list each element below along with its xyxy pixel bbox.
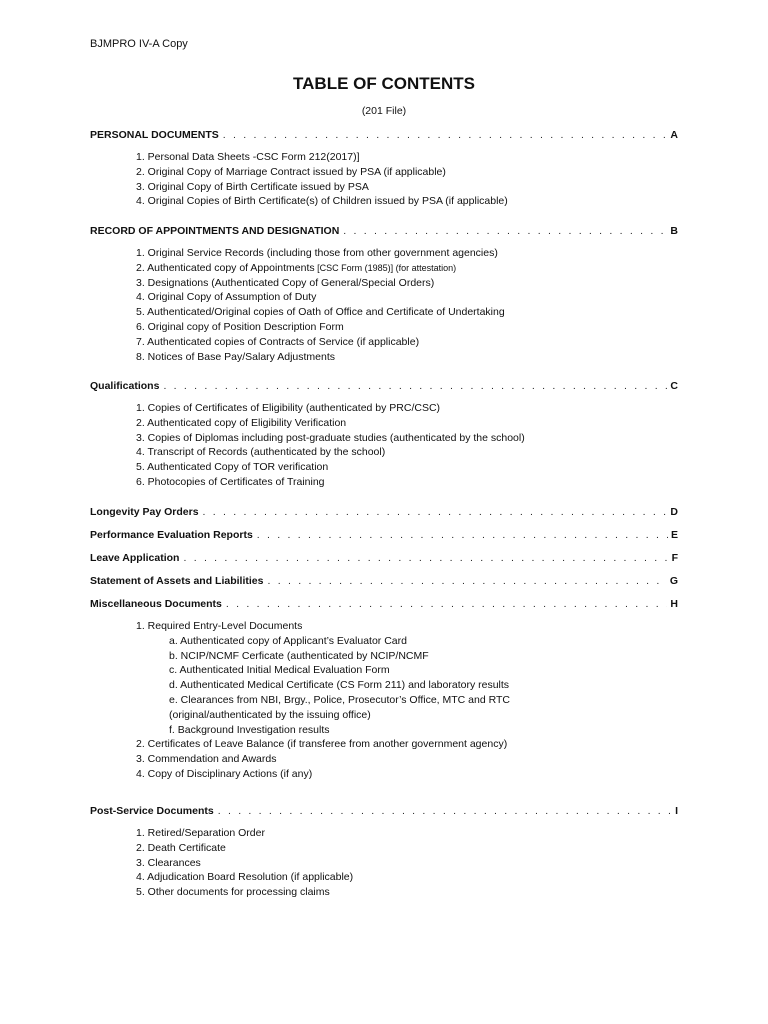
sub-list-item: d. Authenticated Medical Certificate (CS Form 211) and laboratory results	[169, 679, 510, 692]
toc-entry-letter: D	[670, 506, 678, 518]
list-item: 5. Authenticated Copy of TOR verification	[136, 461, 329, 474]
list-item: 1. Personal Data Sheets -CSC Form 212(2017)]	[136, 151, 360, 163]
dot-leader	[268, 574, 667, 588]
dot-leader	[163, 379, 667, 393]
dot-leader	[218, 804, 672, 818]
sub-list-item: (original/authenticated by the issuing office)	[169, 708, 371, 721]
list-item: 3. Copies of Diplomas including post-graduate studies (authenticated by the school)	[136, 431, 525, 444]
appointments-list	[136, 246, 678, 364]
section-qualifications	[90, 379, 678, 490]
qualifications-list	[136, 401, 678, 490]
dot-leader	[226, 597, 668, 611]
list-item: 3. Original Copy of Birth Certificate issued by PSA	[136, 180, 369, 193]
toc-entry-letter: A	[670, 129, 678, 141]
toc-entry-label: Qualifications	[90, 380, 160, 392]
sub-list-item: e. Clearances from NBI, Brgy., Police, Prosecutor’s Office, MTC and RTC	[169, 693, 510, 706]
section-performance-evaluation	[90, 528, 678, 542]
miscellaneous-list	[136, 619, 678, 782]
list-item-text: 2. Authenticated copy of Appointments	[136, 261, 315, 274]
toc-entry-label: Leave Application	[90, 552, 180, 564]
section-post-service	[90, 804, 678, 900]
toc-entry-personal-documents	[90, 128, 678, 142]
toc-entry-letter: I	[675, 805, 678, 817]
list-item: 6. Photocopies of Certificates of Training	[136, 475, 325, 488]
toc-entry-miscellaneous	[90, 597, 678, 611]
list-item: 3. Commendation and Awards	[136, 753, 277, 766]
entry-level-documents-list	[169, 634, 678, 738]
list-item: 4. Transcript of Records (authenticated by the school)	[136, 446, 386, 459]
toc-entry-label: Statement of Assets and Liabilities	[90, 575, 264, 587]
list-item: 4. Adjudication Board Resolution (if applicable)	[136, 871, 354, 884]
toc-entry-post-service	[90, 804, 678, 818]
dot-leader	[223, 128, 668, 142]
toc-entry-label: PERSONAL DOCUMENTS	[90, 129, 219, 141]
toc-entry-longevity-pay	[90, 505, 678, 519]
toc-entry-label: Longevity Pay Orders	[90, 506, 199, 518]
list-item: 2. Death Certificate	[136, 841, 226, 854]
section-miscellaneous	[90, 597, 678, 782]
toc-entry-label: Performance Evaluation Reports	[90, 529, 253, 541]
toc-entry-qualifications	[90, 379, 678, 393]
sub-list-item: f. Background Investigation results	[169, 723, 330, 736]
toc-entry-letter: H	[670, 598, 678, 610]
list-item-text: 1. Required Entry-Level Documents	[136, 620, 303, 632]
dot-leader	[203, 505, 668, 519]
list-item: 5. Authenticated/Original copies of Oath of Office and Certificate of Undertaking	[136, 306, 505, 319]
personal-documents-list	[136, 150, 678, 209]
sub-list-item: a. Authenticated copy of Applicant’s Evaluator Card	[169, 634, 407, 647]
toc-entry-label: Post-Service Documents	[90, 805, 214, 817]
list-item: 6. Original copy of Position Description Form	[136, 320, 344, 333]
list-item: 1. Copies of Certificates of Eligibility (authenticated by PRC/CSC)	[136, 402, 441, 414]
header-note: BJMPRO IV-A Copy	[90, 38, 188, 50]
section-saln	[90, 574, 678, 588]
list-item: 4. Copy of Disciplinary Actions (if any)	[136, 767, 313, 780]
list-item: 4. Original Copy of Assumption of Duty	[136, 291, 317, 304]
list-item: 5. Other documents for processing claims	[136, 886, 330, 899]
list-item: 2. Authenticated copy of Eligibility Verification	[136, 416, 347, 429]
list-item: 8. Notices of Base Pay/Salary Adjustments	[136, 350, 336, 363]
list-item	[136, 261, 678, 276]
list-item: 3. Clearances	[136, 856, 201, 869]
list-item: 2. Original Copy of Marriage Contract issued by PSA (if applicable)	[136, 165, 446, 178]
toc-entry-letter: E	[670, 529, 678, 541]
page-title: TABLE OF CONTENTS	[293, 74, 475, 93]
section-personal-documents	[90, 128, 678, 209]
list-item: 3. Designations (Authenticated Copy of General/Special Orders)	[136, 276, 435, 289]
dot-leader	[183, 551, 668, 565]
section-appointments	[90, 224, 678, 364]
dot-leader	[343, 224, 667, 238]
section-longevity-pay	[90, 505, 678, 519]
list-item: 2. Certificates of Leave Balance (if transferee from another government agency)	[136, 738, 508, 751]
toc-entry-saln	[90, 574, 678, 588]
toc-entry-letter: C	[670, 380, 678, 392]
toc-entry-letter: F	[671, 552, 678, 564]
list-item	[136, 619, 678, 737]
sub-list-item: b. NCIP/NCMF Cerficate (authenticated by NCIP/NCMF	[169, 649, 429, 662]
toc-entry-leave-application	[90, 551, 678, 565]
toc-entry-performance-evaluation	[90, 528, 678, 542]
page-subtitle: (201 File)	[361, 105, 407, 117]
section-leave-application	[90, 551, 678, 565]
list-item-note: [CSC Form (1985)] (for attestation)	[314, 262, 457, 273]
toc-entry-appointments	[90, 224, 678, 238]
list-item: 4. Original Copies of Birth Certificate(s) of Children issued by PSA (if applicable)	[136, 195, 508, 208]
toc-entry-letter: G	[669, 575, 678, 587]
list-item: 1. Retired/Separation Order	[136, 827, 265, 839]
toc-entry-label: Miscellaneous Documents	[90, 598, 222, 610]
dot-leader	[257, 528, 668, 542]
toc-entry-letter: B	[670, 225, 678, 237]
toc-entry-label: RECORD OF APPOINTMENTS AND DESIGNATION	[90, 225, 340, 237]
sub-list-item: c. Authenticated Initial Medical Evaluation Form	[169, 664, 390, 677]
post-service-list	[136, 826, 678, 900]
list-item: 7. Authenticated copies of Contracts of Service (if applicable)	[136, 335, 420, 348]
list-item: 1. Original Service Records (including those from other government agencies)	[136, 247, 498, 259]
